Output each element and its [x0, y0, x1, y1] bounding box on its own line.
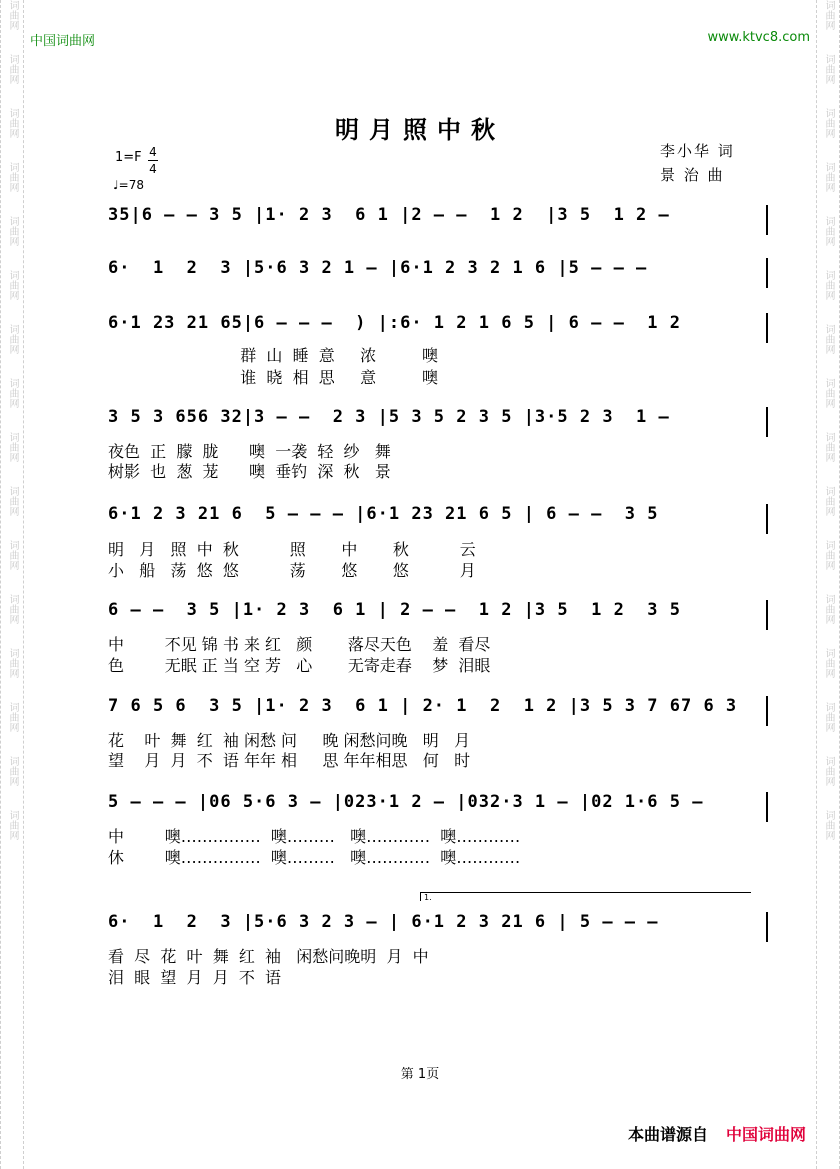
lyric-verse-2: 休 噢…………… 噢……… 噢………… 噢………… [108, 848, 521, 867]
lyric-verse-1: 看 尽 花 叶 舞 红 袖 闲愁问晚明 月 中 [108, 947, 429, 966]
notation-line: 5 — — — |06 5·6 3 — |023·1 2 — |032·3 1 — |02 1·6 5 — [108, 792, 704, 812]
tempo-marking: ♩=78 [113, 178, 144, 192]
footer-source-label: 本曲谱源自 [627, 1125, 708, 1144]
time-numerator: 4 [149, 145, 157, 159]
lyric-verse-2: 望 月 月 不 语 年年 相 思 年年相思 何 时 [108, 751, 471, 770]
first-ending-bracket: 1. [420, 892, 751, 901]
time-denominator: 4 [149, 162, 157, 176]
lyric-verse-2: 小 船 荡 悠 悠 荡 悠 悠 月 [108, 561, 476, 580]
site-url[interactable]: www.ktvc8.com [707, 30, 810, 45]
footer-source [628, 1122, 806, 1145]
notation-line: 6·1 2 3 21 6 5 — — — |6·1 23 21 6 5 | 6 — — 3 5 [108, 504, 659, 524]
right-watermark-strip: 词曲网 词曲网 词曲网 词曲网 词曲网 词曲网 词曲网 词曲网 词曲网 词曲网 词曲网 词曲网 词曲网 词曲网 词曲网 词曲网 [816, 0, 840, 1169]
footer-brand-link[interactable]: 中国词曲网 [725, 1125, 806, 1144]
lyric-verse-1: 中 噢…………… 噢……… 噢………… 噢………… [108, 827, 521, 846]
lyric-verse-2: 泪 眼 望 月 月 不 语 [108, 968, 282, 987]
lyric-verse-2: 色 无眠 正 当 空 芳 心 无寄走春 梦 泪眼 [108, 656, 491, 675]
notation-line: 7 6 5 6 3 5 |1· 2 3 6 1 | 2· 1 2 1 2 |3 5 3 7 67 6 3 [108, 696, 738, 716]
tempo-value: =78 [118, 178, 144, 192]
lyric-verse-1: 花 叶 舞 红 袖 闲愁 问 晚 闲愁问晚 明 月 [108, 731, 471, 750]
notation-line: 35|6 — — 3 5 |1· 2 3 6 1 |2 — — 1 2 |3 5 1 2 — [108, 205, 670, 225]
lyric-verse-2: 树影 也 葱 茏 噢 垂钓 深 秋 景 [108, 462, 391, 481]
notation-line: 6 — — 3 5 |1· 2 3 6 1 | 2 — — 1 2 |3 5 1 2 3 5 [108, 600, 681, 620]
left-watermark-strip: 词曲网 词曲网 词曲网 词曲网 词曲网 词曲网 词曲网 词曲网 词曲网 词曲网 词曲网 词曲网 词曲网 词曲网 词曲网 词曲网 [0, 0, 24, 1169]
time-signature [148, 145, 158, 176]
lyricist-credit: 李小华 词 [660, 142, 735, 160]
lyric-verse-1: 夜色 正 朦 胧 噢 一袭 轻 纱 舞 [108, 442, 391, 461]
notation-line: 6· 1 2 3 |5·6 3 2 3 — | 6·1 2 3 21 6 | 5 — — — [108, 912, 659, 932]
notation-line: 6· 1 2 3 |5·6 3 2 1 — |6·1 2 3 2 1 6 |5 — — — [108, 258, 648, 278]
site-name[interactable]: 中国词曲网 [30, 34, 96, 49]
lyric-verse-1: 中 不见 锦 书 来 红 颜 落尽天色 羞 看尽 [108, 635, 491, 654]
lyric-verse-2: 谁 晓 相 思 意 噢 [108, 368, 438, 387]
lyric-verse-1: 明 月 照 中 秋 照 中 秋 云 [108, 540, 476, 559]
song-title: 明月照中秋 [335, 115, 505, 144]
notation-line: 3 5 3 656 32|3 — — 2 3 |5 3 5 2 3 5 |3·5 2 3 1 — [108, 407, 670, 427]
composer-credit: 景 治 曲 [660, 166, 725, 184]
page-number: 第 1页 [400, 1067, 440, 1082]
key-signature: 1=F [115, 150, 142, 165]
notation-line: 6·1 23 21 65|6 — — — ) |:6· 1 2 1 6 5 | 6 — — 1 2 [108, 313, 681, 333]
lyric-verse-1: 群 山 睡 意 浓 噢 [108, 346, 438, 365]
